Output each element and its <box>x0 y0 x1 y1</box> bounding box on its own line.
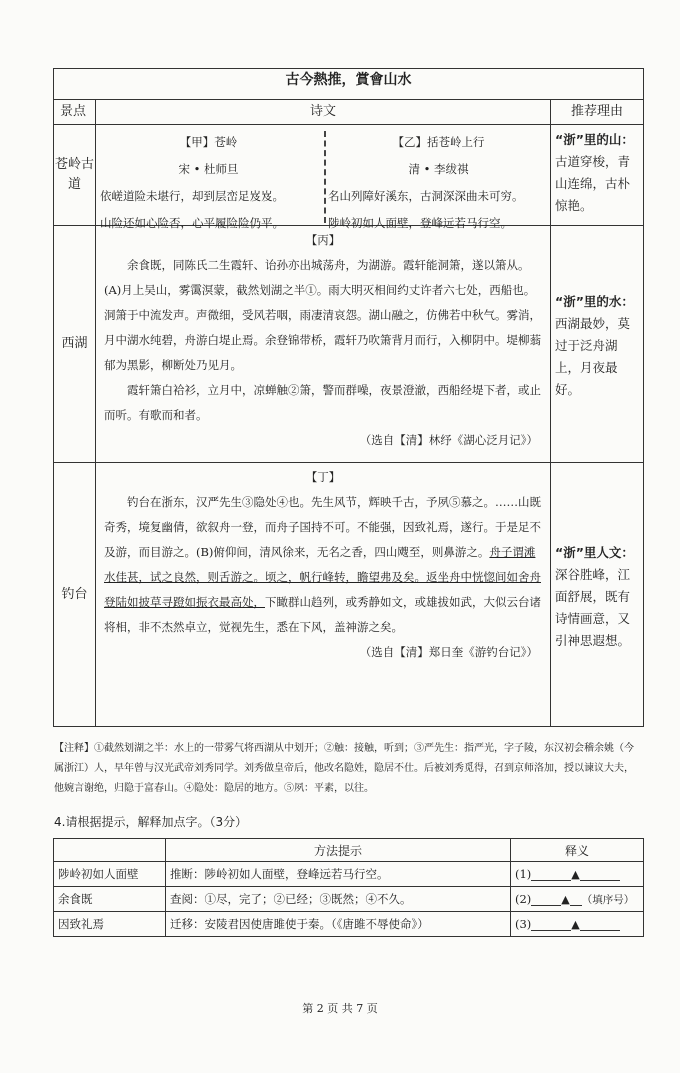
question-row <box>54 912 644 937</box>
q-hint: 迁移：安陵君因使唐雎使于秦。（《唐雎不辱使命》） <box>166 912 511 937</box>
passage-source: （选自【清】林纾《湖心泛月记》） <box>359 433 538 447</box>
reason-text: 古道穿梭，青山连绵，古朴惊艳。 <box>555 154 631 213</box>
answer-blank[interactable] <box>511 912 644 937</box>
poem-jia-body <box>96 183 322 237</box>
passage-paragraph: 余食既，同陈氏二生霞轩、诒孙亦出城荡舟，为湖游。霞轩能洞箫，遂以箫从。(A)月上吴山，雾霭溟蒙，截然划湖之半①。雨大明灭相间约丈许者六七处，西船也。洞箫于中流发声。声微细，受风若咽，雨凄清哀怨。湖山融之，仿佛若中秋气。雾消，月中湖水纯碧，舟游白堤止焉。余登锦带桥，霞轩乃吹箫背月而行，入柳阴中。堤柳蓊郁为黑影，柳断处乃见月。 <box>104 258 541 372</box>
passage-heading: 【丁】 <box>305 470 341 484</box>
spot-cell: 苍岭古道 <box>54 125 96 226</box>
header-poem: 诗文 <box>96 100 551 125</box>
annotation-notes <box>54 739 642 799</box>
scenic-table <box>53 68 644 727</box>
passage-heading: 【丙】 <box>305 233 341 247</box>
spot-cell: 钓台 <box>54 463 96 727</box>
poem-jia <box>96 129 321 183</box>
triangle-icon: ▲ <box>571 867 580 881</box>
page-footer: 第 2 页 共 7 页 <box>302 1002 378 1015</box>
blank-line <box>531 868 571 881</box>
triangle-icon: ▲ <box>561 892 570 906</box>
passage-ding <box>96 463 551 727</box>
fill-hint: （填序号） <box>581 893 635 906</box>
spot-cell: 西湖 <box>54 226 96 463</box>
question-table <box>53 838 644 937</box>
poem-yi <box>326 129 551 183</box>
q-header-item <box>54 839 166 862</box>
q-item: 余食既 <box>54 887 166 912</box>
poem-author: 清 • 李绂祺 <box>408 162 469 176</box>
reason-title: “浙”里的山： <box>555 132 634 147</box>
poem-line: 名山列障好溪东，古洞深深曲未可穷。 <box>328 189 524 203</box>
answer-blank[interactable] <box>511 862 644 887</box>
reason-text: 西湖最妙，莫过于泛舟湖上，月夜最好。 <box>555 316 631 397</box>
notes-text: 【注释】①截然划湖之半：水上的一带雾气将西湖从中划开；②触：接触，听到；③严先生：指严光，字子陵，东汉初会稽余姚（今属浙江）人，早年曾与汉光武帝刘秀同学。刘秀做皇帝后，他改名隐姓，隐居不仕。后被刘秀觅得，召到京师洛加，授以谏议大夫，他婉言谢绝，归隐于富春山。④隐处：隐居的地方。⑤夙：平素，以往。 <box>54 743 634 794</box>
passage-text: 钓台在浙东，汉严先生③隐处④也。先生风节，辉映千古，予夙⑤慕之。……山既奇秀，境复幽倩，欲叙舟一登，而舟子国持不可。不能强，因致礼焉，遂行。于是足不及游，而目游之。(B)俯仰间，清风徐来，无名之香，四山飕至，则鼻游之。 <box>104 495 541 559</box>
question-row <box>54 887 644 912</box>
reason-text: 深谷胜峰，江面舒展，既有诗情画意，又引神思遐想。 <box>555 566 631 648</box>
poem-author: 宋 • 杜师旦 <box>178 162 239 176</box>
reason-cell <box>551 463 644 727</box>
question-title: 4.请根据提示，解释加点字。（3分） <box>54 815 248 829</box>
passage-paragraph: 霞轩箫白袷衫，立月中，凉蝉触②箫，警而群噪，夜景澄澈，西船经堤下者，或止而听。有歌而和者。 <box>104 383 541 422</box>
q-header-hint: 方法提示 <box>166 839 511 862</box>
blank-line <box>531 893 561 906</box>
table-row <box>54 125 644 226</box>
table-title: 古今熱推，賞會山水 <box>54 69 644 100</box>
passage-text: 下瞰群山趋列，或秀静如文，或雄拔如武，大似云台诸将相，非不杰然卓立，觉视先生，悉在下风，盖神游之矣。 <box>104 595 541 634</box>
answer-blank[interactable] <box>511 887 644 912</box>
blank-line <box>570 893 582 906</box>
header-spot: 景点 <box>54 100 96 125</box>
blank-line <box>580 868 620 881</box>
header-reason: 推荐理由 <box>551 100 644 125</box>
reason-cell <box>551 125 644 226</box>
passage-source: （选自【清】郑日奎《游钓台记》） <box>359 645 538 659</box>
passage-bing <box>96 226 551 463</box>
table-row <box>54 463 644 727</box>
question-row <box>54 862 644 887</box>
q-item: 陟岭初如人面壁 <box>54 862 166 887</box>
reason-cell <box>551 226 644 463</box>
blank-number: (2) <box>515 891 532 906</box>
poem-line: 陟岭初如人面壁，登峰远若马行空。 <box>328 216 512 230</box>
poem-line: 山险还如心险否，心平履险险仍平。 <box>100 216 284 230</box>
blank-number: (3) <box>515 916 532 931</box>
reason-title: “浙”里人文： <box>555 544 634 560</box>
blank-number: (1) <box>515 866 532 881</box>
blank-line <box>531 918 571 931</box>
q-hint: 查阅：①尽，完了；②已经；③既然；④不久。 <box>166 887 511 912</box>
reason-title: “浙”里的水： <box>555 294 634 309</box>
poem-yi-body <box>328 183 550 237</box>
poem-title: 【乙】括苍岭上行 <box>392 135 485 149</box>
q-header-answer: 释义 <box>511 839 644 862</box>
underlined-sentence: 舟子谓滩水佳甚，试之良然，则舌游之。顷之，帆行峰转，瞻望弗及矣。返坐舟中恍惚间如舍舟登陆如披草寻蹬如振衣最高处， <box>104 545 541 609</box>
triangle-icon: ▲ <box>571 917 580 931</box>
table-row <box>54 226 644 463</box>
poem-title: 【甲】苍岭 <box>179 135 238 149</box>
passage-paragraph <box>104 490 542 640</box>
q-hint: 推断：陟岭初如人面壁，登峰远若马行空。 <box>166 862 511 887</box>
q-item: 因致礼焉 <box>54 912 166 937</box>
poem-line: 依嵯道险未堪行，却到层峦足岌岌。 <box>100 189 284 203</box>
blank-line <box>580 918 620 931</box>
